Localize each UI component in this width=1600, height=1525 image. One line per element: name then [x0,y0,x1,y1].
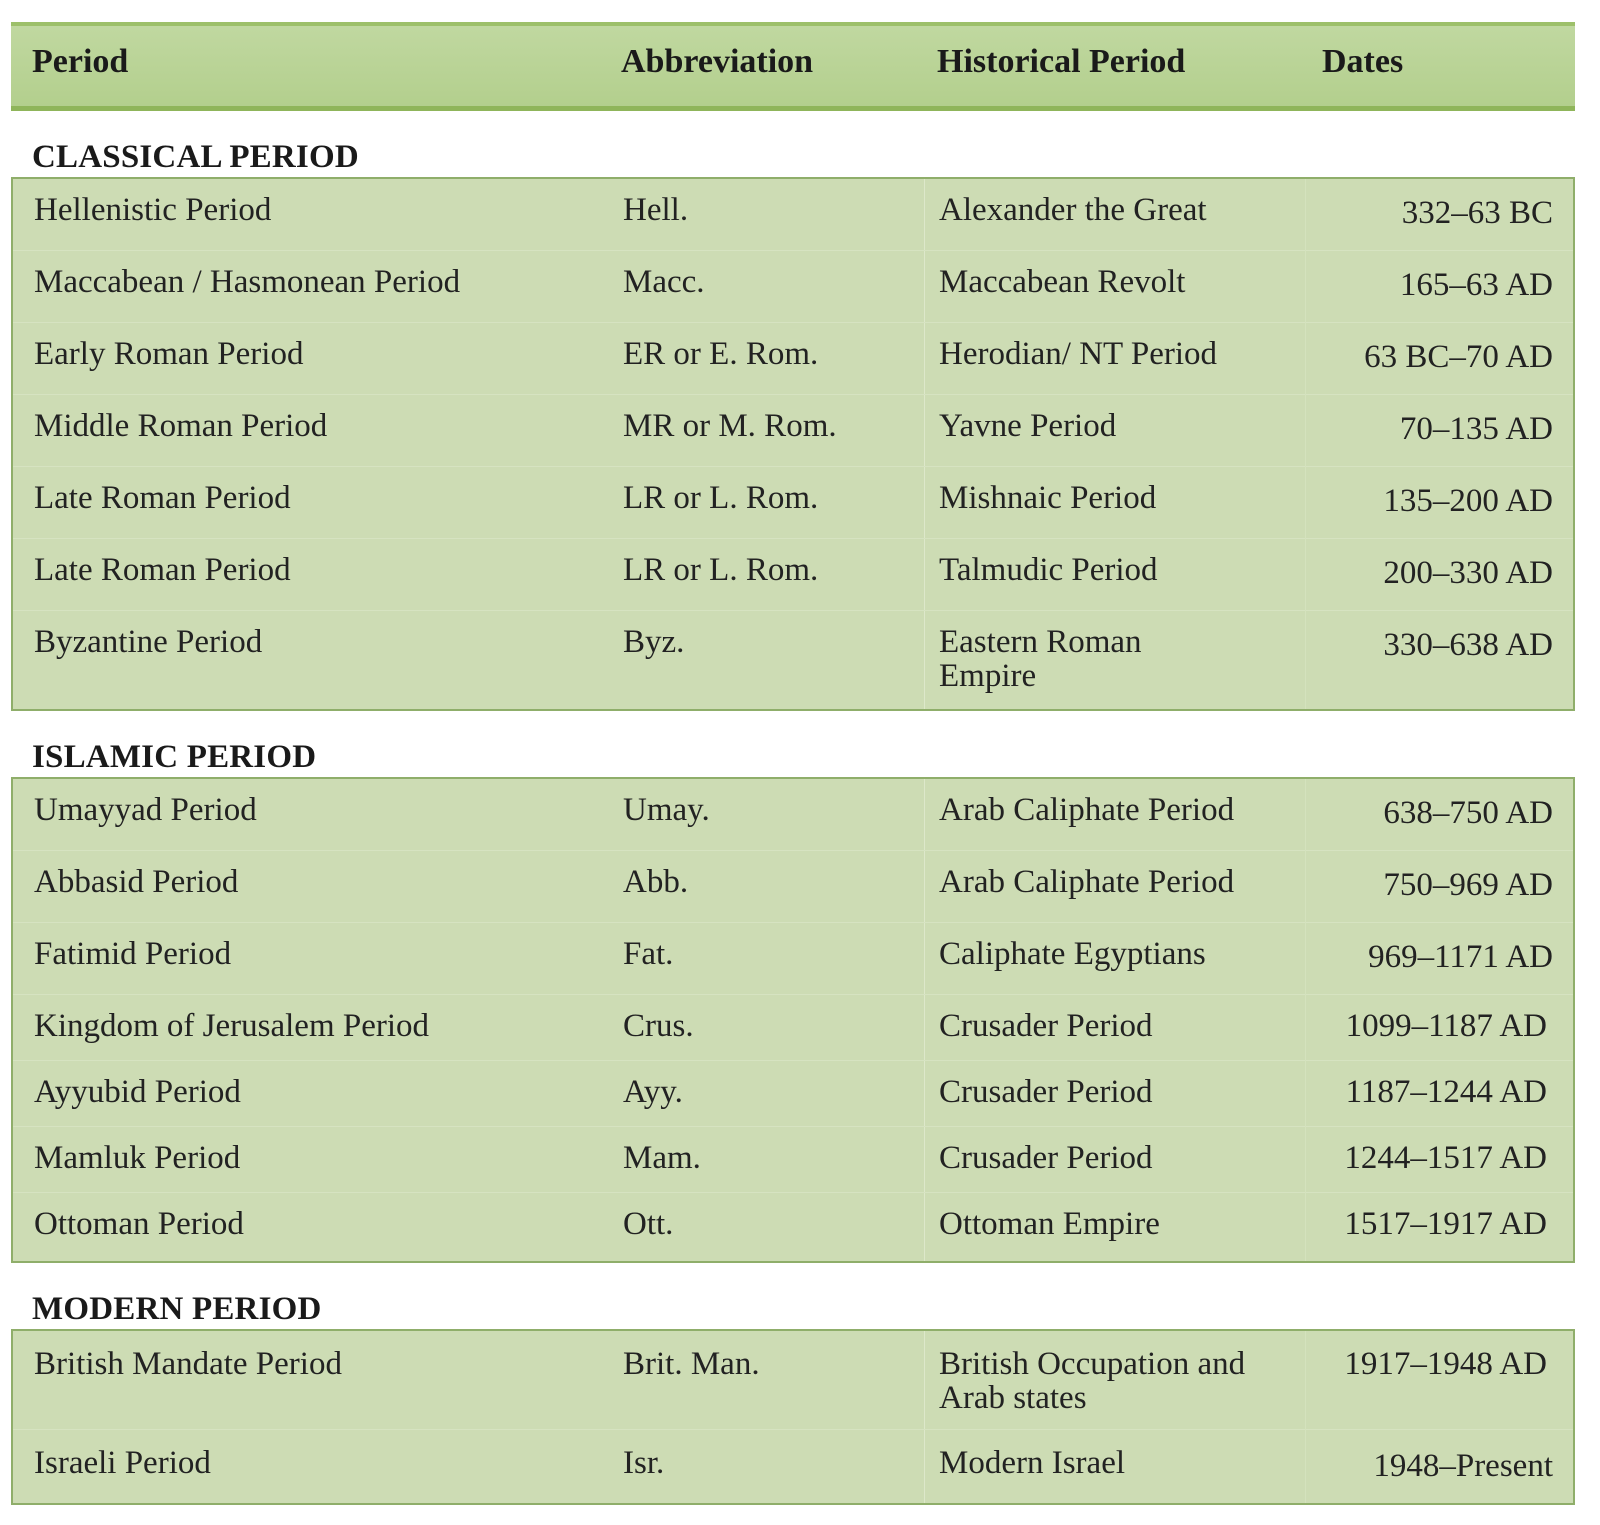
cell-period: Late Roman Period [34,480,291,516]
header-historical-period: Historical Period [937,43,1186,80]
section-title-classical: CLASSICAL PERIOD [32,139,359,175]
cell-dates: 70–135 AD [1399,411,1553,447]
cell-period: Byzantine Period [34,624,263,660]
cell-abbreviation: LR or L. Rom. [623,480,819,516]
periods-table [11,22,1575,1505]
cell-period: Umayyad Period [34,792,257,828]
cell-historical-period: Maccabean Revolt [939,264,1186,300]
cell-period: Hellenistic Period [34,192,272,228]
cell-period: Maccabean / Hasmonean Period [34,264,461,300]
header-period: Period [32,43,129,80]
cell-historical-period: Ottoman Empire [939,1206,1160,1242]
table-row [13,995,1573,1061]
cell-abbreviation: Abb. [623,864,689,900]
cell-dates: 330–638 AD [1383,627,1553,663]
cell-historical-period: Crusader Period [939,1074,1153,1110]
cell-abbreviation: Hell. [623,192,689,228]
table-row [13,179,1573,251]
table-row [13,395,1573,467]
cell-abbreviation: Macc. [623,264,705,300]
cell-abbreviation: Ayy. [623,1074,683,1110]
table-row [13,1430,1573,1503]
section-islamic [11,777,1575,1263]
cell-dates: 1099–1187 AD [1345,1008,1547,1044]
cell-dates: 200–330 AD [1383,555,1553,591]
table-row [13,1061,1573,1127]
cell-historical-period: British Occupation and Arab states [939,1346,1246,1416]
cell-historical-period: Arab Caliphate Period [939,792,1235,828]
table-header [11,22,1575,111]
cell-historical-period: Crusader Period [939,1008,1153,1044]
cell-dates: 750–969 AD [1383,867,1553,903]
table-row [13,611,1573,709]
cell-period: Ottoman Period [34,1206,244,1242]
cell-abbreviation: ER or E. Rom. [623,336,819,372]
cell-historical-period: Modern Israel [939,1445,1126,1481]
cell-historical-period: Crusader Period [939,1140,1153,1176]
cell-dates: 63 BC–70 AD [1364,339,1553,375]
cell-historical-period: Talmudic Period [939,552,1158,588]
cell-period: Mamluk Period [34,1140,241,1176]
cell-dates: 332–63 BC [1401,195,1553,231]
cell-historical-period: Yavne Period [939,408,1117,444]
cell-period: Late Roman Period [34,552,291,588]
cell-dates: 1917–1948 AD [1344,1346,1547,1382]
cell-dates: 1948–Present [1373,1448,1553,1484]
cell-abbreviation: LR or L. Rom. [623,552,819,588]
table-row [13,779,1573,851]
cell-period: Abbasid Period [34,864,239,900]
cell-historical-period: Eastern Roman Empire [939,624,1142,694]
cell-abbreviation: Ott. [623,1206,674,1242]
section-classical [11,177,1575,711]
section-modern [11,1329,1575,1505]
section-title-islamic: ISLAMIC PERIOD [32,739,317,775]
table-row [13,251,1573,323]
cell-dates: 638–750 AD [1383,795,1553,831]
cell-historical-period: Mishnaic Period [939,480,1157,516]
cell-period: Fatimid Period [34,936,232,972]
table-row [13,1331,1573,1430]
table-row [13,923,1573,995]
cell-dates: 1187–1244 AD [1345,1074,1547,1110]
cell-abbreviation: MR or M. Rom. [623,408,837,444]
table-row [13,467,1573,539]
table-row [13,1127,1573,1193]
header-dates: Dates [1322,43,1404,80]
cell-dates: 135–200 AD [1383,483,1553,519]
cell-period: Israeli Period [34,1445,211,1481]
section-title-modern: MODERN PERIOD [32,1291,322,1327]
cell-dates: 165–63 AD [1399,267,1553,303]
cell-abbreviation: Isr. [623,1445,665,1481]
table-row [13,323,1573,395]
cell-period: Early Roman Period [34,336,304,372]
cell-historical-period: Arab Caliphate Period [939,864,1235,900]
cell-abbreviation: Umay. [623,792,710,828]
cell-period: Ayyubid Period [34,1074,241,1110]
cell-dates: 969–1171 AD [1368,939,1553,975]
cell-abbreviation: Brit. Man. [623,1346,760,1382]
cell-dates: 1244–1517 AD [1344,1140,1547,1176]
header-abbreviation: Abbreviation [621,43,814,80]
cell-abbreviation: Fat. [623,936,674,972]
cell-dates: 1517–1917 AD [1344,1206,1547,1242]
cell-abbreviation: Crus. [623,1008,694,1044]
cell-historical-period: Herodian/ NT Period [939,336,1218,372]
cell-period: Middle Roman Period [34,408,328,444]
cell-historical-period: Caliphate Egyptians [939,936,1206,972]
cell-abbreviation: Byz. [623,624,685,660]
cell-period: Kingdom of Jerusalem Period [34,1008,430,1044]
cell-abbreviation: Mam. [623,1140,701,1176]
table-row [13,851,1573,923]
cell-period: British Mandate Period [34,1346,342,1382]
table-row [13,539,1573,611]
cell-historical-period: Alexander the Great [939,192,1207,228]
table-row [13,1193,1573,1261]
